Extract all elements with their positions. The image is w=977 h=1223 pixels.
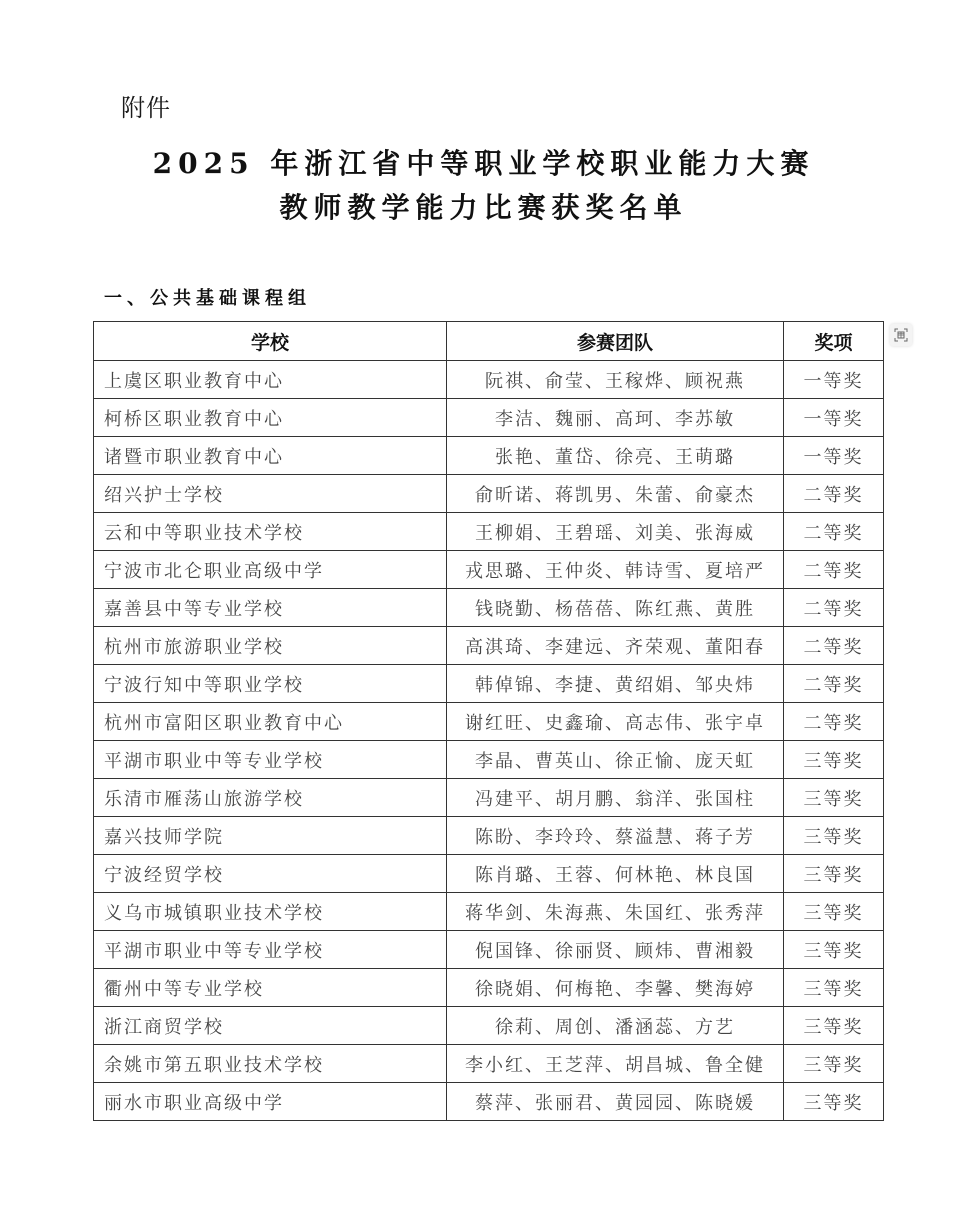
table-row	[94, 513, 884, 551]
table-row	[94, 779, 884, 817]
header-award: 奖项	[784, 322, 884, 361]
award-cell: 一等奖	[784, 437, 884, 475]
table-row	[94, 589, 884, 627]
award-cell: 三等奖	[784, 931, 884, 969]
awards-table	[93, 321, 884, 1121]
team-cell: 韩倬锦、李捷、黄绍娟、邹央炜	[447, 665, 784, 703]
award-cell: 三等奖	[784, 817, 884, 855]
award-cell: 二等奖	[784, 475, 884, 513]
award-cell: 二等奖	[784, 627, 884, 665]
award-cell: 三等奖	[784, 893, 884, 931]
team-cell: 阮祺、俞莹、王稼烨、顾祝燕	[447, 361, 784, 399]
table-header-row	[94, 322, 884, 361]
school-cell: 嘉善县中等专业学校	[94, 589, 447, 627]
school-cell: 宁波行知中等职业学校	[94, 665, 447, 703]
attachment-label: 附件	[121, 94, 171, 122]
team-cell: 陈肖璐、王蓉、何林艳、林良国	[447, 855, 784, 893]
school-cell: 杭州市旅游职业学校	[94, 627, 447, 665]
table-row	[94, 931, 884, 969]
section-heading: 一、公共基础课程组	[104, 288, 311, 309]
school-cell: 上虞区职业教育中心	[94, 361, 447, 399]
award-cell: 二等奖	[784, 513, 884, 551]
award-cell: 三等奖	[784, 1007, 884, 1045]
header-school: 学校	[94, 322, 447, 361]
team-cell: 戎思璐、王仲炎、韩诗雪、夏培严	[447, 551, 784, 589]
team-cell: 冯建平、胡月鹏、翁洋、张国柱	[447, 779, 784, 817]
team-cell: 高淇琦、李建远、齐荣观、董阳春	[447, 627, 784, 665]
table-row	[94, 475, 884, 513]
document-title-line-2: 教师教学能力比赛获奖名单	[279, 191, 688, 224]
table-row	[94, 437, 884, 475]
award-cell: 三等奖	[784, 1045, 884, 1083]
school-cell: 乐清市雁荡山旅游学校	[94, 779, 447, 817]
school-cell: 衢州中等专业学校	[94, 969, 447, 1007]
award-cell: 二等奖	[784, 589, 884, 627]
award-cell: 二等奖	[784, 665, 884, 703]
team-cell: 张艳、董岱、徐亮、王萌璐	[447, 437, 784, 475]
team-cell: 倪国锋、徐丽贤、顾炜、曹湘毅	[447, 931, 784, 969]
team-cell: 徐莉、周创、潘涵蕊、方艺	[447, 1007, 784, 1045]
school-cell: 浙江商贸学校	[94, 1007, 447, 1045]
award-cell: 三等奖	[784, 969, 884, 1007]
table-row	[94, 1045, 884, 1083]
school-cell: 义乌市城镇职业技术学校	[94, 893, 447, 931]
team-cell: 钱晓勤、杨蓓蓓、陈红燕、黄胜	[447, 589, 784, 627]
school-cell: 平湖市职业中等专业学校	[94, 931, 447, 969]
table-row	[94, 665, 884, 703]
team-cell: 谢红旺、史鑫瑜、高志伟、张宇卓	[447, 703, 784, 741]
team-cell: 徐晓娟、何梅艳、李馨、樊海婷	[447, 969, 784, 1007]
award-cell: 二等奖	[784, 551, 884, 589]
table-row	[94, 627, 884, 665]
school-cell: 宁波市北仑职业高级中学	[94, 551, 447, 589]
team-cell: 王柳娟、王碧瑶、刘美、张海威	[447, 513, 784, 551]
table-grid-icon	[894, 328, 908, 342]
table-row	[94, 399, 884, 437]
school-cell: 柯桥区职业教育中心	[94, 399, 447, 437]
school-cell: 嘉兴技师学院	[94, 817, 447, 855]
school-cell: 杭州市富阳区职业教育中心	[94, 703, 447, 741]
team-cell: 蒋华剑、朱海燕、朱国红、张秀萍	[447, 893, 784, 931]
team-cell: 李洁、魏丽、高珂、李苏敏	[447, 399, 784, 437]
award-cell: 三等奖	[784, 855, 884, 893]
award-cell: 三等奖	[784, 779, 884, 817]
award-cell: 一等奖	[784, 399, 884, 437]
table-row	[94, 817, 884, 855]
table-row	[94, 703, 884, 741]
team-cell: 蔡萍、张丽君、黄园园、陈晓媛	[447, 1083, 784, 1121]
school-cell: 云和中等职业技术学校	[94, 513, 447, 551]
team-cell: 俞昕诺、蒋凯男、朱蕾、俞豪杰	[447, 475, 784, 513]
award-cell: 二等奖	[784, 703, 884, 741]
table-row	[94, 361, 884, 399]
table-row	[94, 551, 884, 589]
header-team: 参赛团队	[447, 322, 784, 361]
table-row	[94, 969, 884, 1007]
award-cell: 三等奖	[784, 1083, 884, 1121]
team-cell: 李晶、曹英山、徐正愉、庞天虹	[447, 741, 784, 779]
table-row	[94, 741, 884, 779]
school-cell: 丽水市职业高级中学	[94, 1083, 447, 1121]
school-cell: 宁波经贸学校	[94, 855, 447, 893]
table-row	[94, 1007, 884, 1045]
table-row	[94, 1083, 884, 1121]
team-cell: 陈盼、李玲玲、蔡溢慧、蒋子芳	[447, 817, 784, 855]
document-title-line-1: 2025 年浙江省中等职业学校职业能力大赛	[152, 147, 815, 180]
school-cell: 平湖市职业中等专业学校	[94, 741, 447, 779]
table-row	[94, 855, 884, 893]
award-cell: 三等奖	[784, 741, 884, 779]
table-row	[94, 893, 884, 931]
school-cell: 余姚市第五职业技术学校	[94, 1045, 447, 1083]
table-scan-icon[interactable]	[890, 324, 912, 346]
school-cell: 绍兴护士学校	[94, 475, 447, 513]
school-cell: 诸暨市职业教育中心	[94, 437, 447, 475]
award-cell: 一等奖	[784, 361, 884, 399]
team-cell: 李小红、王芝萍、胡昌城、鲁全健	[447, 1045, 784, 1083]
